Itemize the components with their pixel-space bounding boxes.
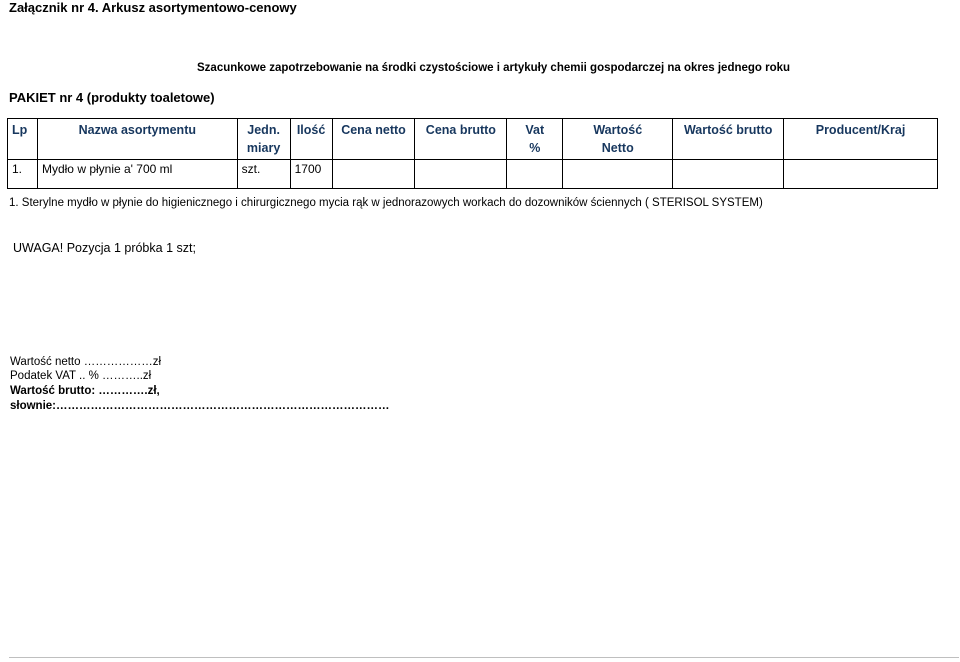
header-nazwa: Nazwa asortymentu (37, 119, 237, 160)
header-wartosc-netto: Wartość Netto (563, 119, 673, 160)
cell-jedn: szt. (237, 160, 290, 189)
bottom-divider (9, 657, 959, 658)
assortment-table (7, 118, 938, 189)
document-subtitle: Szacunkowe zapotrzebowanie na środki czystościowe i artykuły chemii gospodarczej na okres jednego roku (197, 62, 791, 74)
uwaga-note: UWAGA! Pozycja 1 próbka 1 szt; (13, 241, 196, 255)
product-note: 1. Sterylne mydło w płynie do higienicznego i chirurgicznego mycia rąk w jednorazowych workach do dozowników ściennych ( STERISOL SYSTEM) (9, 197, 763, 209)
header-vat: Vat % (507, 119, 563, 160)
cell-cena-brutto[interactable] (415, 160, 507, 189)
summary-slownie: słownie:…………………………………………………………………………… (10, 400, 390, 412)
cell-lp: 1. (8, 160, 38, 189)
header-ilosc: Ilość (290, 119, 332, 160)
header-wartosc-brutto: Wartość brutto (673, 119, 784, 160)
cell-wartosc-netto[interactable] (563, 160, 673, 189)
cell-cena-netto[interactable] (332, 160, 415, 189)
cell-ilosc: 1700 (290, 160, 332, 189)
pakiet-heading: PAKIET nr 4 (produkty toaletowe) (9, 90, 215, 105)
summary-podatek: Podatek VAT .. % ………..zł (10, 370, 152, 382)
header-jedn-miary: Jedn. miary (237, 119, 290, 160)
header-cena-netto: Cena netto (332, 119, 415, 160)
header-lp: Lp (8, 119, 38, 160)
header-producent: Producent/Kraj (784, 119, 938, 160)
summary-brutto: Wartość brutto: ………….zł, (10, 385, 160, 397)
cell-nazwa: Mydło w płynie a' 700 ml (37, 160, 237, 189)
cell-producent[interactable] (784, 160, 938, 189)
table-header-row (8, 119, 938, 160)
cell-vat[interactable] (507, 160, 563, 189)
table-row (8, 160, 938, 189)
document-title: Załącznik nr 4. Arkusz asortymentowo-cenowy (9, 0, 297, 15)
header-cena-brutto: Cena brutto (415, 119, 507, 160)
cell-wartosc-brutto[interactable] (673, 160, 784, 189)
summary-netto: Wartość netto ………………zł (10, 356, 162, 368)
